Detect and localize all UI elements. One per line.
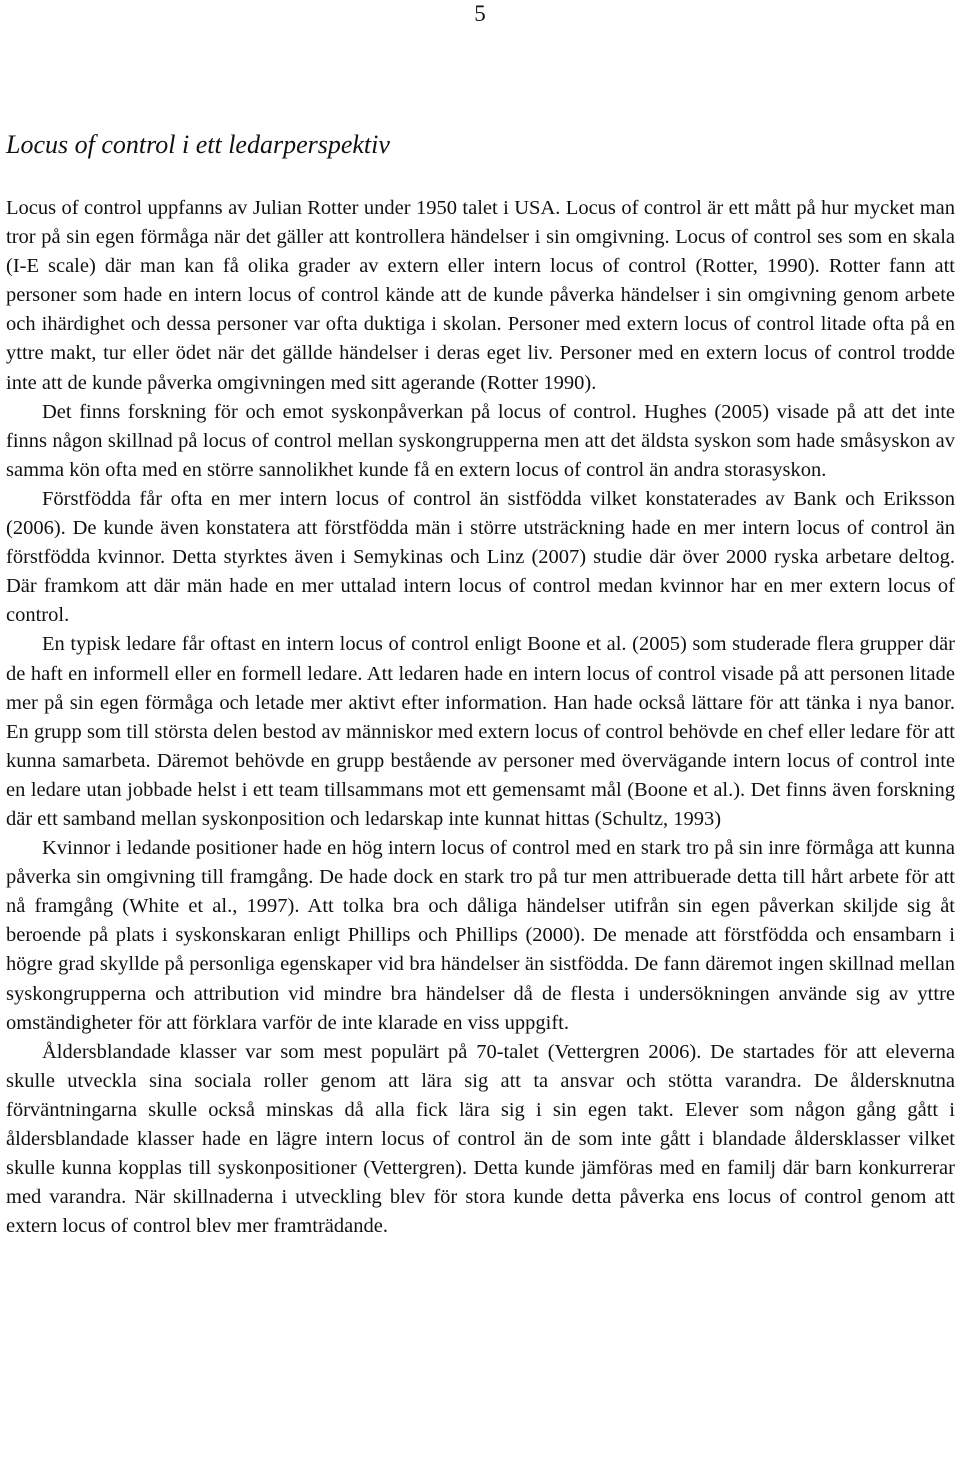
paragraph: Det finns forskning för och emot syskonpåverkan på locus of control. Hughes (2005) visade på att det inte finns någon skillnad på locus of control mellan syskongrupperna men att det äldsta syskon som hade småsyskon av samma kön ofta med en större sannolikhet kunde få en extern locus of control än andra storasyskon. [6,400,955,481]
section-heading: Locus of control i ett ledarperspektiv [6,130,390,159]
body-text [6,194,955,1241]
paragraph: Kvinnor i ledande positioner hade en hög intern locus of control med en stark tro på sin inre förmåga att kunna påverka sin omgivning till framgång. De hade dock en stark tro på tur men attribuerade detta till hårt arbete för att nå framgång (White et al., 1997). Att tolka bra och dåliga händelser utifrån sin egen påverkan skiljde sig åt beroende på plats i syskonskaran enligt Phillips och Phillips (2000). De menade att förstfödda och ensambarn i högre grad skyllde på personliga egenskaper vid bra händelser än sistfödda. De fann däremot ingen skillnad mellan syskongrupperna och attribution vid mindre bra händelser då de flesta i undersökningen använde sig av yttre omständigheter för att förklara varför de inte klarade en viss uppgift. [6,837,955,1034]
page-number: 5 [474,1,486,26]
paragraph: Förstfödda får ofta en mer intern locus of control än sistfödda vilket konstaterades av Bank och Eriksson (2006). De kunde även konstatera att förstfödda män i större utsträckning hade en mer intern locus of control än förstfödda kvinnor. Detta styrktes även i Semykinas och Linz (2007) studie där över 2000 ryska arbetare deltog. Där framkom att där män hade en mer uttalad intern locus of control medan kvinnor har en mer extern locus of control. [6,487,955,627]
paragraph: En typisk ledare får oftast en intern locus of control enligt Boone et al. (2005) som studerade flera grupper där de haft en informell eller en formell ledare. Att ledaren hade en intern locus of control visade på att personen litade mer på sin egen förmåga och letade mer aktivt efter information. Han hade också lättare för att tänka i nya banor. En grupp som till största delen bestod av människor med extern locus of control behövde en chef eller ledare för att kunna samarbeta. Däremot behövde en grupp bestående av personer med övervägande intern locus of control inte en ledare utan jobbade helst i ett team tillsammans mot ett gemensamt mål (Boone et al.). Det finns även forskning där ett samband mellan syskonposition och ledarskap inte kunnat hittas (Schultz, 1993) [6,633,955,830]
paragraph: Locus of control uppfanns av Julian Rotter under 1950 talet i USA. Locus of control är ett mått på hur mycket man tror på sin egen förmåga när det gäller att kontrollera händelser i sin omgivning. Locus of control ses som en skala (I-E scale) där man kan få olika grader av extern eller intern locus of control (Rotter, 1990). Rotter fann att personer som hade en intern locus of control kände att de kunde påverka händelser i sin omgivning genom arbete och ihärdighet och dessa personer var ofta duktiga i skolan. Personer med extern locus of control litade ofta på en yttre makt, tur eller ödet när det gällde händelser i deras eget liv. Personer med en extern locus of control trodde inte att de kunde påverka omgivningen med sitt agerande (Rotter 1990). [6,197,955,394]
paragraph: Åldersblandade klasser var som mest populärt på 70-talet (Vettergren 2006). De startades för att eleverna skulle utveckla sina sociala roller genom att lära sig att ta ansvar och stötta varandra. De åldersknutna förväntningarna skulle också minskas då alla fick lära sig i sin egen takt. Elever som någon gång gått i åldersblandade klasser hade en lägre intern locus of control än de som inte gått i blandade åldersklasser vilket skulle kunna kopplas till syskonpositioner (Vettergren). Detta kunde jämföras med en familj där barn konkurrerar med varandra. När skillnaderna i utveckling blev för stora kunde detta påverka ens locus of control genom att extern locus of control blev mer framträdande. [6,1040,955,1238]
